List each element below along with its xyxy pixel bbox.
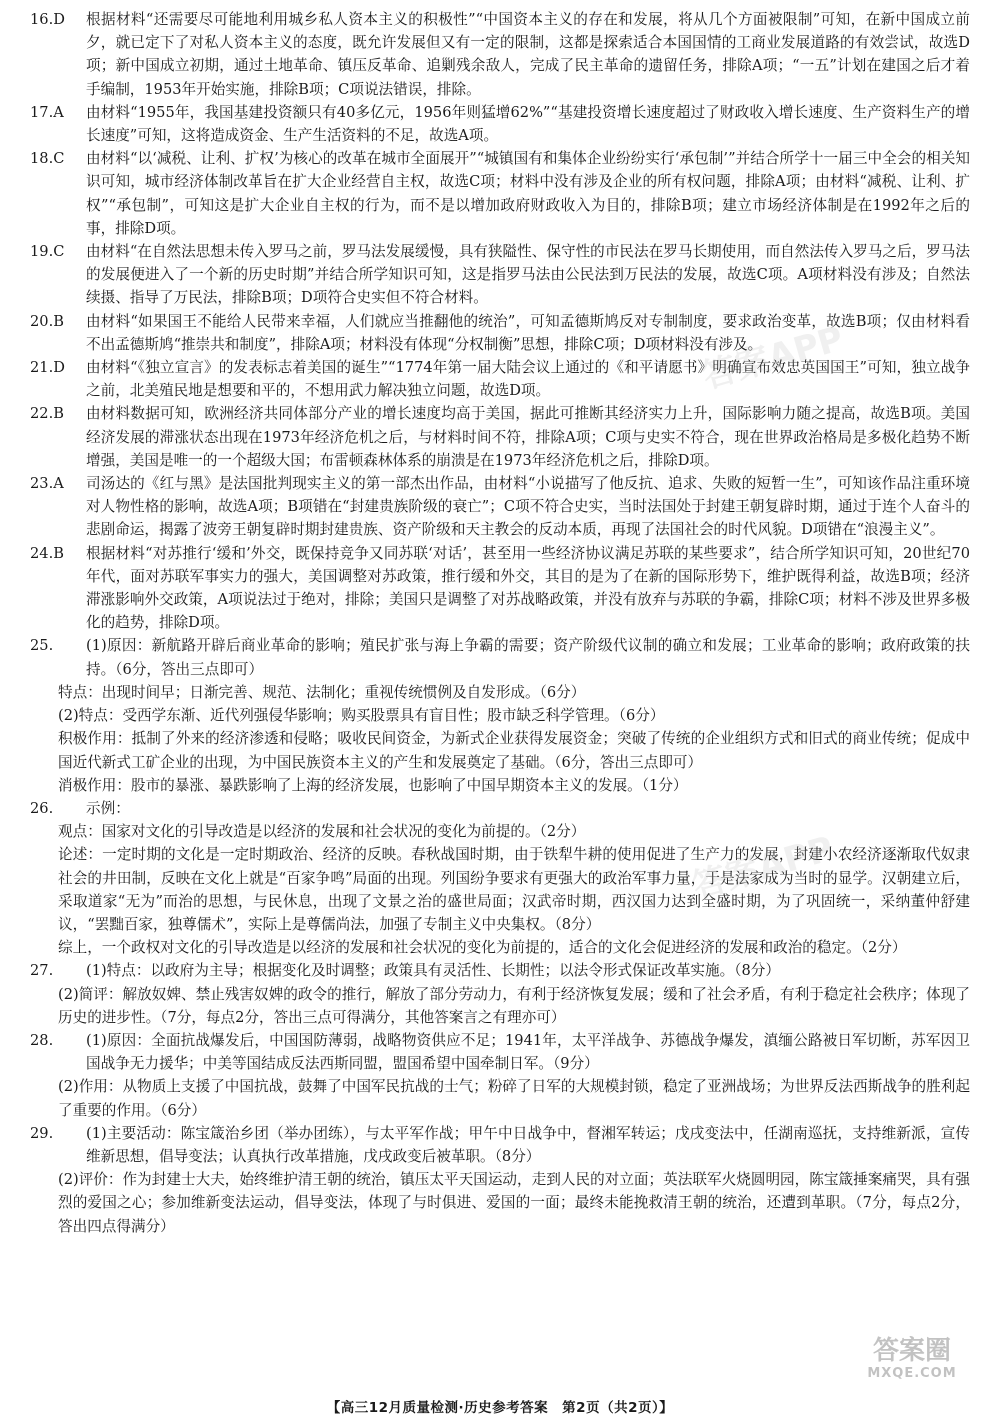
question-number: 22.B [30,405,64,423]
answer-line: (2)简评：解放奴婢、禁止残害奴婢的政令的推行，解放了部分劳动力，有利于经济恢复发展；缓和了社会矛盾，有利于稳定社会秩序；体现了历史的进步性。（7分，每点2分，答出三点可得满分，其他答案言之有理亦可） [58,985,970,1026]
answer-line: (2)特点：受西学东渐、近代列强侵华影响；购买股票具有盲目性；股市缺乏科学管理。（6分） [58,707,665,725]
question-number: 23.A [30,475,64,493]
answer-18 [30,147,970,240]
answer-19 [30,240,970,310]
page-footer: 【高三12月质量检测·历史参考答案 第2页（共2页）】 [326,1400,674,1416]
answer-text: 司汤达的《红与黑》是法国批判现实主义的第一部杰出作品，由材料“小说描写了他反抗、追求、失败的短暂一生”，可知该作品注重环境对人物性格的影响，故选A项；B项错在“封建贵族阶级的衰亡”；C项不符合史实，当时法国处于封建王朝复辟时期，通过于连个人奋斗的悲剧命运，揭露了波旁王朝复辟时期封建贵族、资产阶级和天主教会的反动本质，再现了法国社会的时代风貌。D项错在“浪漫主义”。 [86,475,970,539]
question-number: 27. [30,962,54,980]
question-number: 16.D [30,11,65,28]
answer-20 [30,310,970,356]
answer-28 [30,1029,970,1122]
logo-text: 答案圈 [872,1336,951,1366]
answer-26 [30,797,970,959]
answer-line: (1)原因：全面抗战爆发后，中国国防薄弱，战略物资供应不足；1941年，太平洋战争、苏德战争爆发，滇缅公路被日军切断，苏军因卫国战争无力援华；中美等国结成反法西斯同盟，盟国希望中国牵制日军。（9分） [86,1031,970,1073]
answer-text: 由材料“如果国王不能给人民带来幸福，人们就应当推翻他的统治”，可知孟德斯鸠反对专制制度，要求政治变革，故选B项；仅由材料看不出孟德斯鸠“推崇共和制度”，排除A项；材料没有体现“分权制衡”思想，排除C项；D项材料没有涉及。 [86,312,970,353]
answer-22 [30,402,970,472]
answer-line: (2)评价：作为封建士大夫，始终维护清王朝的统治，镇压太平天国运动，走到人民的对立面；英法联军火烧圆明园，陈宝箴捶案痛哭，具有强烈的爱国之心；参加维新变法运动，倡导变法，体现了与时俱进、爱国的一面；最终未能挽救清王朝的统治，还遭到革职。（7分，每点2分，答出四点得满分） [58,1171,970,1235]
answer-17 [30,101,970,147]
question-number: 18.C [30,150,65,168]
answer-text: 由材料“在自然法思想未传入罗马之前，罗马法发展缓慢，具有狭隘性、保守性的市民法在罗马长期使用，而自然法传入罗马之后，罗马法的发展便进入了一个新的历史时期”并结合所学知识可知，这是指罗马法由公民法到万民法的发展，故选C项。A项材料没有涉及；自然法续摄、指导了万民法，排除B项；D项符合史实但不符合材料。 [86,243,970,307]
question-number: 29. [30,1124,54,1142]
site-logo [852,1336,972,1388]
answer-line: 积极作用：抵制了外来的经济渗透和侵略；吸收民间资金，为新式企业获得发展资金；突破了传统的企业组织方式和旧式的商业传统；促成中国近代新式工矿企业的出现，为中国民族资本主义的产生和发展奠定了基础。（6分，答出三点即可） [58,730,970,771]
answer-16 [30,8,970,101]
answer-25 [30,634,970,796]
answer-text: 由材料数据可知，欧洲经济共同体部分产业的增长速度均高于美国，据此可推断其经济实力上升，国际影响力随之提高，故选B项。美国经济发展的滞涨状态出现在1973年经济危机之后，与材料时间不符，排除A项；C项与史实不符合，现在世界政治格局是多极化趋势不断增强，美国是唯一的一个超级大国；布雷顿森林体系的崩溃是在1973年经济危机之后，排除D项。 [86,405,970,469]
question-number: 17.A [30,103,64,121]
question-number: 21.D [30,359,65,377]
answer-text: 根据材料“对苏推行‘缓和’外交，既保持竞争又同苏联‘对话’，甚至用一些经济协议满足苏联的某些要求”，结合所学知识可知，20世纪70年代，面对苏联军事实力的强大，美国调整对苏政策，推行缓和外交，其目的是为了在新的国际形势下，维护既得利益，故选B项；经济滞涨影响外交政策，A项说法过于绝对，排除；美国只是调整了对苏战略政策，并没有放弃与苏联的争霸，排除C项；材料不涉及世界多极化的趋势，排除D项。 [86,544,970,632]
watermark: 答案APP [688,828,838,907]
answer-text: 由材料“1955年，我国基建投资额只有40多亿元，1956年则猛增62%”“基建投资增长速度超过了财政收入增长速度、生产资料生产的增长速度”可知，这将造成资金、生产生活资料的不足，故选A项。 [86,103,970,145]
answer-line: 观点：国家对文化的引导改造是以经济的发展和社会状况的变化为前提的。（2分） [58,823,586,841]
question-number: 28. [30,1031,54,1049]
question-number: 20.B [30,312,64,330]
answer-line: (1)特点：以政府为主导；根据变化及时调整；政策具有灵活性、长期性；以法令形式保证改革实施。（8分） [86,962,780,980]
watermark: 答案APP [698,318,848,397]
answer-text: 根据材料“还需要尽可能地利用城乡私人资本主义的积极性”“中国资本主义的存在和发展，将从几个方面被限制”可知，在新中国成立前夕，就已定下了对私人资本主义的态度，既允许发展但又有一定的限制，这都是探索适合本国国情的工商业发展道路的有效尝试，故选D项；新中国成立初期，通过土地革命、镇压反革命、追剿残余敌人，完成了民主革命的遗留任务，排除A项；“一五”计划在建国之后才着手编制，1953年开始实施，排除B项；C项说法错误，排除。 [86,11,970,98]
answer-text: 由材料“《独立宣言》的发表标志着美国的诞生”“1774年第一届大陆会议上通过的《和平请愿书》明确宣布效忠英国国王”可知，独立战争之前，北美殖民地是想要和平的，不想用武力解决独立问题，故选D项。 [86,359,970,400]
question-number: 19.C [30,243,65,261]
answer-23 [30,472,970,542]
answer-29 [30,1122,970,1238]
question-number: 25. [30,637,54,655]
answer-line: 特点：出现时间早；日渐完善、规范、法制化；重视传统惯例及自发形成。（6分） [58,683,586,701]
question-number: 24.B [30,544,64,562]
answer-21 [30,356,970,402]
answer-line: (2)作用：从物质上支援了中国抗战，鼓舞了中国军民抗战的士气；粉碎了日军的大规模封锁，稳定了亚洲战场；为世界反法西斯战争的胜利起了重要的作用。（6分） [58,1078,970,1119]
answer-27 [30,959,970,1029]
answer-line: (1)主要活动：陈宝箴治乡团（举办团练），与太平军作战；甲午中日战争中，督湘军转运；戊戌变法中，任湖南巡抚，支持维新派，宣传维新思想，倡导变法；认真执行改革措施，戊戌政变后被革职。（8分） [86,1124,970,1165]
answer-line: 示例： [86,799,130,817]
logo-domain: MXQE.COM [867,1366,957,1381]
answer-line: (1)原因：新航路开辟后商业革命的影响；殖民扩张与海上争霸的需要；资产阶级代议制的确立和发展；工业革命的影响；政府政策的扶持。（6分，答出三点即可） [86,637,970,678]
answer-text: 由材料“以‘减税、让利、扩权’为核心的改革在城市全面展开”“城镇国有和集体企业纷纷实行‘承包制’”并结合所学十一届三中全会的相关知识可知，城市经济体制改革旨在扩大企业经营自主权，故选C项；材料中没有涉及企业的所有权问题，排除A项；由材料“减税、让利、扩权”“承包制”，可知这是扩大企业自主权的行为，而不是以增加政府财政收入为目的，排除B项；建立市场经济体制是在1992年之后的事，排除D项。 [86,150,970,237]
question-number: 26. [30,799,54,817]
answer-line: 综上，一个政权对文化的引导改造是以经济的发展和社会状况的变化为前提的，适合的文化会促进经济的发展和政治的稳定。（2分） [58,939,907,957]
answer-line: 论述：一定时期的文化是一定时期政治、经济的反映。春秋战国时期，由于铁犁牛耕的使用促进了生产力的发展，封建小农经济逐渐取代奴隶社会的井田制，反映在文化上就是“百家争鸣”局面的出现。列国纷争要求有更强大的政治军事力量，于是法家成为当时的显学。汉朝建立后，采取道家“无为”而治的思想，与民休息，出现了文景之治的盛世局面；汉武帝时期，西汉国力达到全盛时期，为了巩固统一，采纳董仲舒建议，“罢黜百家，独尊儒术”，实际上是尊儒尚法，加强了专制主义中央集权。（8分） [58,846,970,933]
answer-line: 消极作用：股市的暴涨、暴跌影响了上海的经济发展，也影响了中国早期资本主义的发展。（1分） [58,776,688,794]
answer-24 [30,542,970,635]
